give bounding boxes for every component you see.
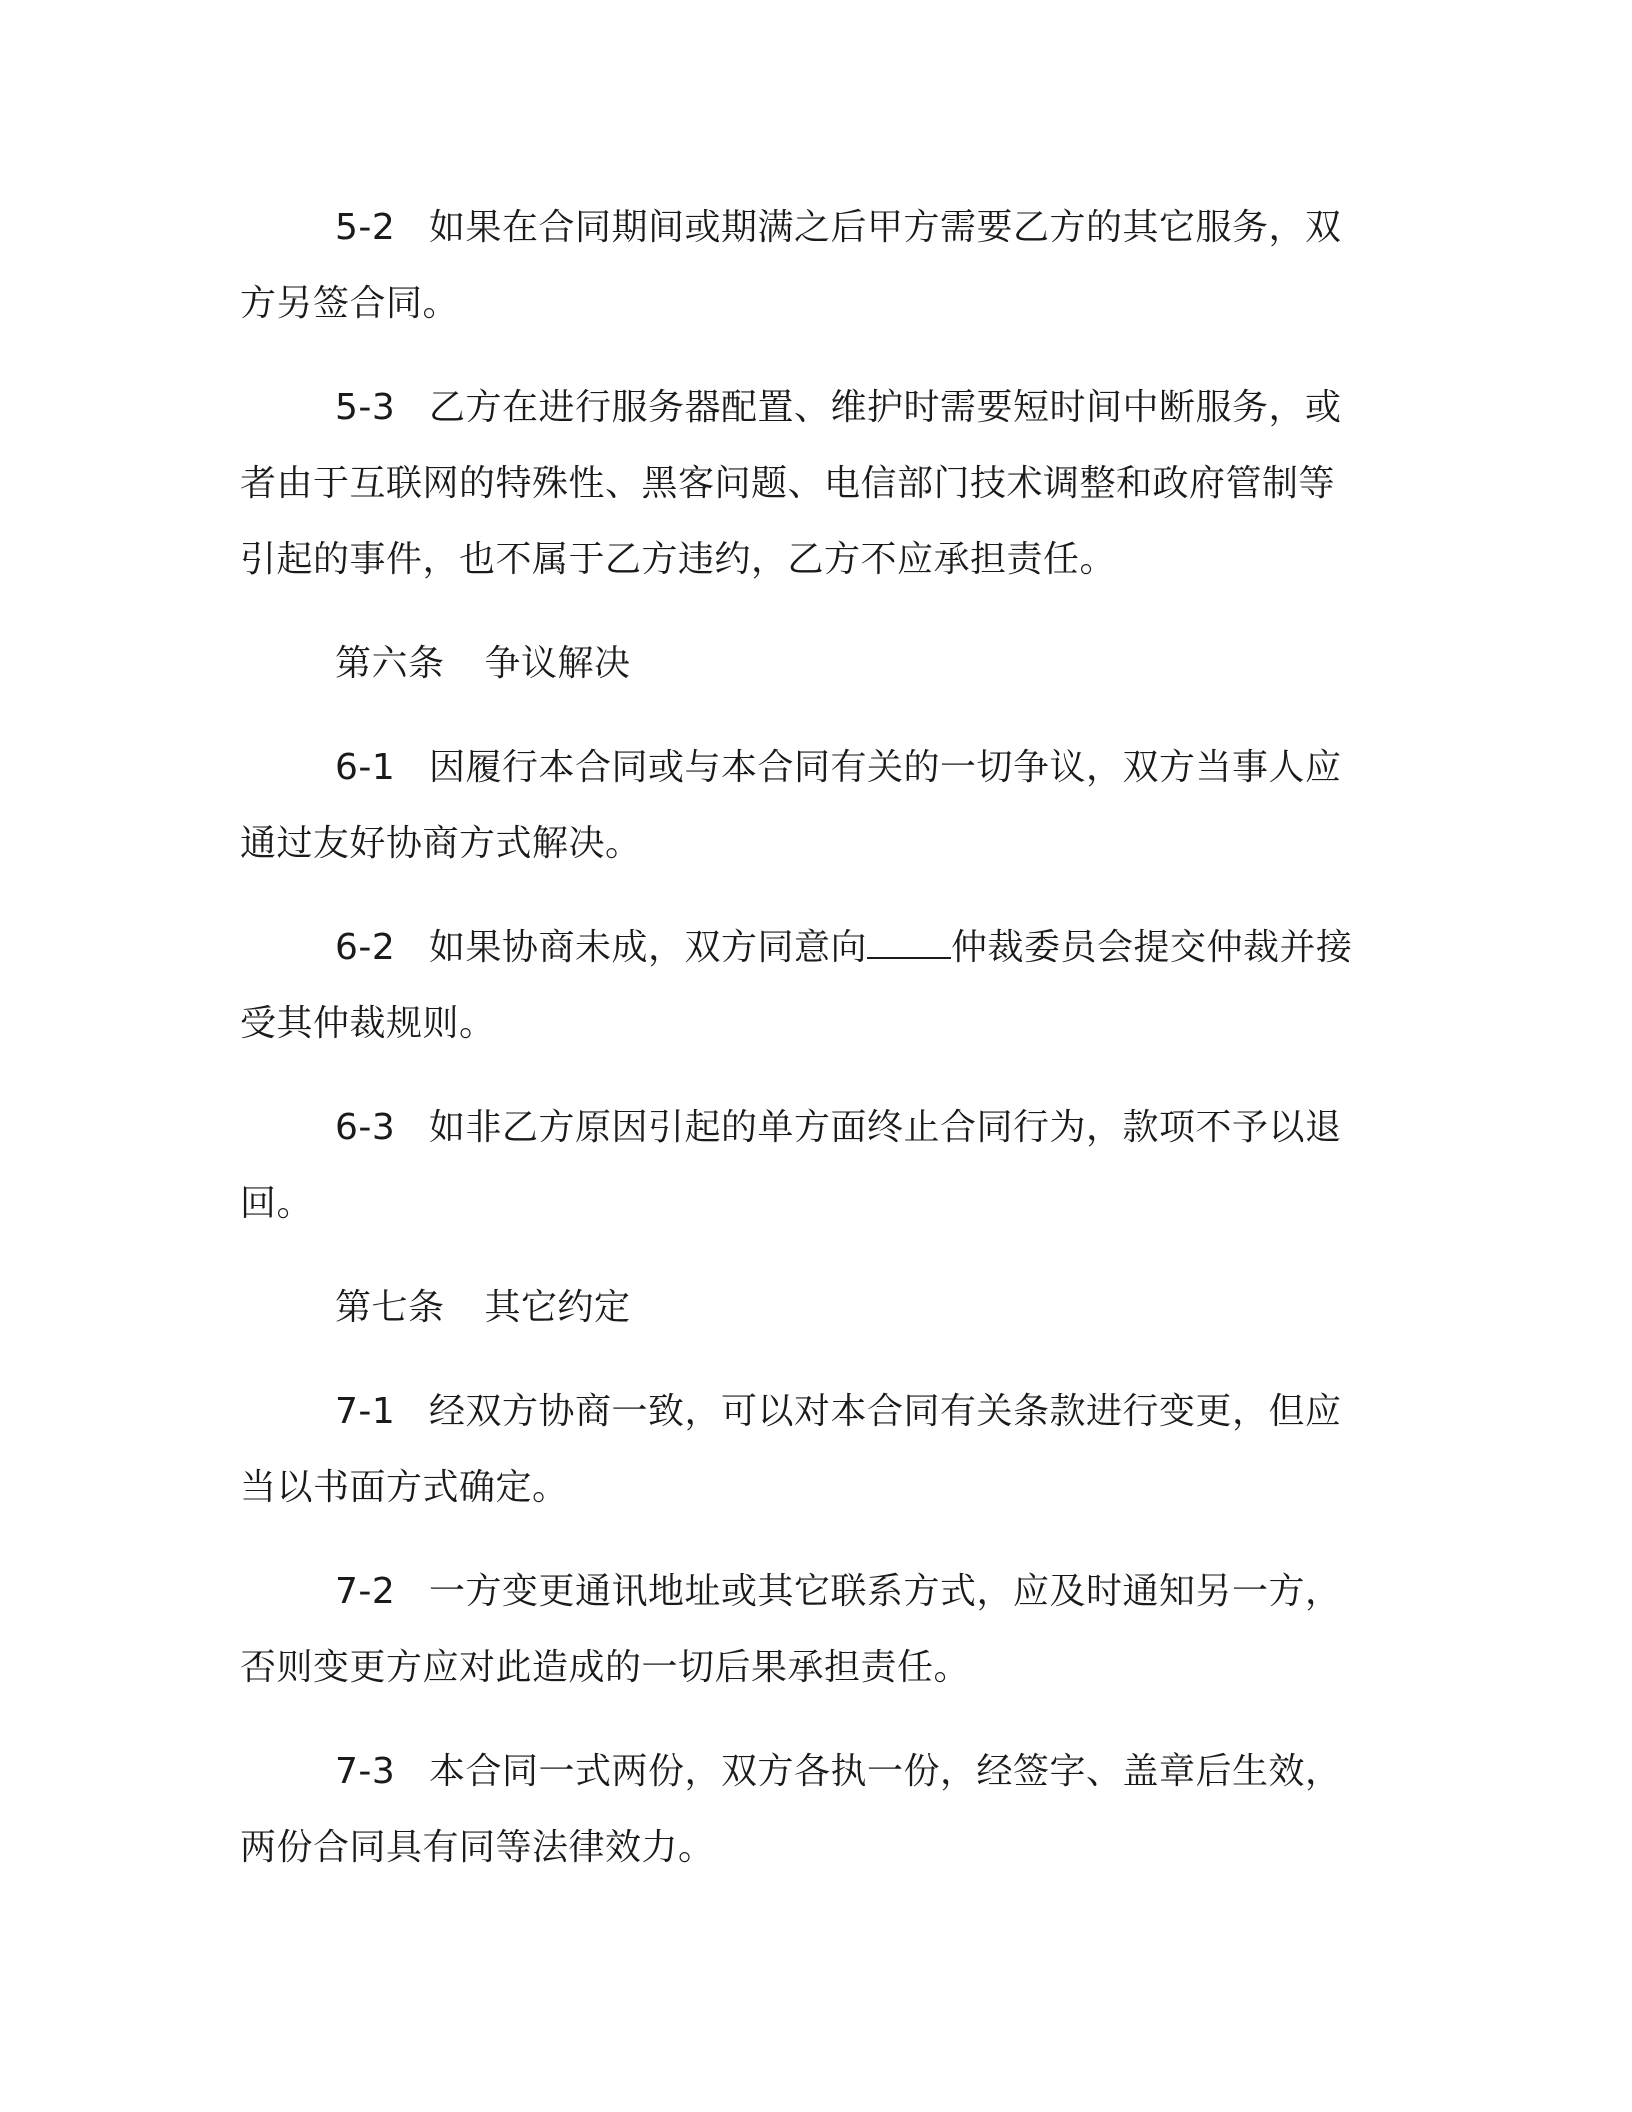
clause-5-3 bbox=[240, 370, 1360, 598]
clause-text: 如非乙方原因引起的单方面终止合同行为，款项不予以退回。 bbox=[240, 1107, 1342, 1224]
clause-number: 6-2 bbox=[335, 927, 396, 968]
article-subtitle: 争议解决 bbox=[484, 643, 631, 684]
clause-number: 7-1 bbox=[335, 1391, 396, 1432]
clause-7-1 bbox=[240, 1374, 1360, 1526]
clause-7-2 bbox=[240, 1554, 1360, 1706]
clause-number: 5-3 bbox=[335, 387, 396, 428]
clause-number: 6-1 bbox=[335, 747, 396, 788]
clause-number: 5-2 bbox=[335, 207, 396, 248]
document-page bbox=[240, 190, 1360, 1886]
clause-6-2 bbox=[240, 910, 1360, 1062]
clause-text: 本合同一式两份，双方各执一份，经签字、盖章后生效，两份合同具有同等法律效力。 bbox=[240, 1751, 1342, 1868]
clause-text: 经双方协商一致，可以对本合同有关条款进行变更，但应当以书面方式确定。 bbox=[240, 1391, 1342, 1508]
article-title: 第六条 bbox=[335, 643, 445, 684]
clause-number: 6-3 bbox=[335, 1107, 396, 1148]
clause-text-before: 如果协商未成，双方同意向 bbox=[429, 927, 868, 968]
clause-text-after: 仲裁委员会提交仲裁并接受其仲裁规则。 bbox=[240, 927, 1353, 1044]
clause-5-2 bbox=[240, 190, 1360, 342]
clause-number: 7-3 bbox=[335, 1751, 396, 1792]
article-7-heading bbox=[240, 1270, 1360, 1346]
clause-number: 7-2 bbox=[335, 1571, 396, 1612]
article-title: 第七条 bbox=[335, 1287, 445, 1328]
clause-7-3 bbox=[240, 1734, 1360, 1886]
article-subtitle: 其它约定 bbox=[484, 1287, 631, 1328]
clause-text: 因履行本合同或与本合同有关的一切争议，双方当事人应通过友好协商方式解决。 bbox=[240, 747, 1342, 864]
article-6-heading bbox=[240, 626, 1360, 702]
clause-text: 乙方在进行服务器配置、维护时需要短时间中断服务，或者由于互联网的特殊性、黑客问题、电信部门技术调整和政府管制等引起的事件，也不属于乙方违约，乙方不应承担责任。 bbox=[240, 387, 1342, 580]
clause-6-1 bbox=[240, 730, 1360, 882]
fill-in-blank bbox=[867, 927, 951, 959]
clause-text: 如果在合同期间或期满之后甲方需要乙方的其它服务，双方另签合同。 bbox=[240, 207, 1342, 324]
clause-6-3 bbox=[240, 1090, 1360, 1242]
clause-text: 一方变更通讯地址或其它联系方式，应及时通知另一方，否则变更方应对此造成的一切后果承担责任。 bbox=[240, 1571, 1342, 1688]
